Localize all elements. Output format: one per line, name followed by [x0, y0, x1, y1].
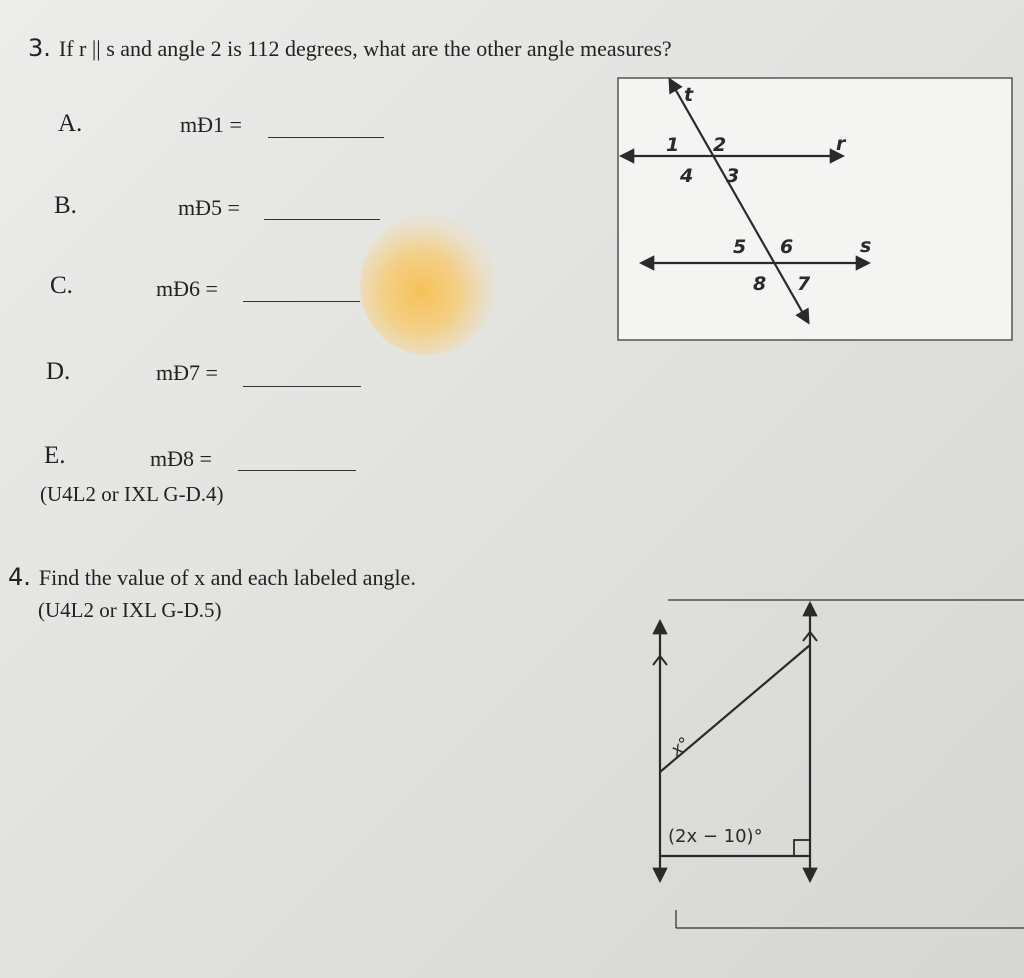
angle-label-1: 1: [666, 134, 680, 156]
item-e-letter: E.: [44, 442, 66, 469]
item-a-letter: A.: [58, 110, 83, 137]
item-d-letter: D.: [46, 358, 71, 385]
label-s: s: [860, 235, 872, 257]
question-3-number: 3.: [28, 34, 51, 62]
find-x-diagram: [653, 600, 1024, 928]
angle-label-5: 5: [733, 236, 747, 258]
right-angle-marker: [794, 840, 810, 856]
angle-label-3: 3: [726, 165, 740, 187]
item-a-expression: mÐ1 =: [180, 112, 242, 137]
angle-2x-minus-10-label: (2x − 10)°: [668, 826, 763, 847]
angle-label-4: 4: [680, 165, 694, 187]
label-t: t: [684, 84, 694, 106]
angle-x-label: x°: [667, 733, 695, 761]
question-3-prompt: If r || s and angle 2 is 112 degrees, what are the other angle measures?: [58, 36, 672, 61]
question-4-number: 4.: [8, 563, 31, 591]
question-3-reference: (U4L2 or IXL G-D.4): [40, 482, 224, 506]
angle-label-7: 7: [797, 273, 811, 295]
diagram-frame: [618, 78, 1012, 340]
question-4-prompt: Find the value of x and each labeled angle.: [38, 565, 416, 590]
item-d-expression: mÐ7 =: [156, 360, 218, 385]
question-4-reference: (U4L2 or IXL G-D.5): [38, 598, 222, 622]
angle-label-8: 8: [753, 273, 767, 295]
item-c-letter: C.: [50, 272, 73, 299]
item-b-expression: mÐ5 =: [178, 195, 240, 220]
item-c-expression: mÐ6 =: [156, 276, 218, 301]
item-e-expression: mÐ8 =: [150, 446, 212, 471]
angle-label-2: 2: [713, 134, 727, 156]
label-r: r: [836, 133, 846, 155]
angle-label-6: 6: [780, 236, 794, 258]
parallel-lines-diagram: [618, 78, 1012, 340]
item-b-letter: B.: [54, 192, 77, 219]
